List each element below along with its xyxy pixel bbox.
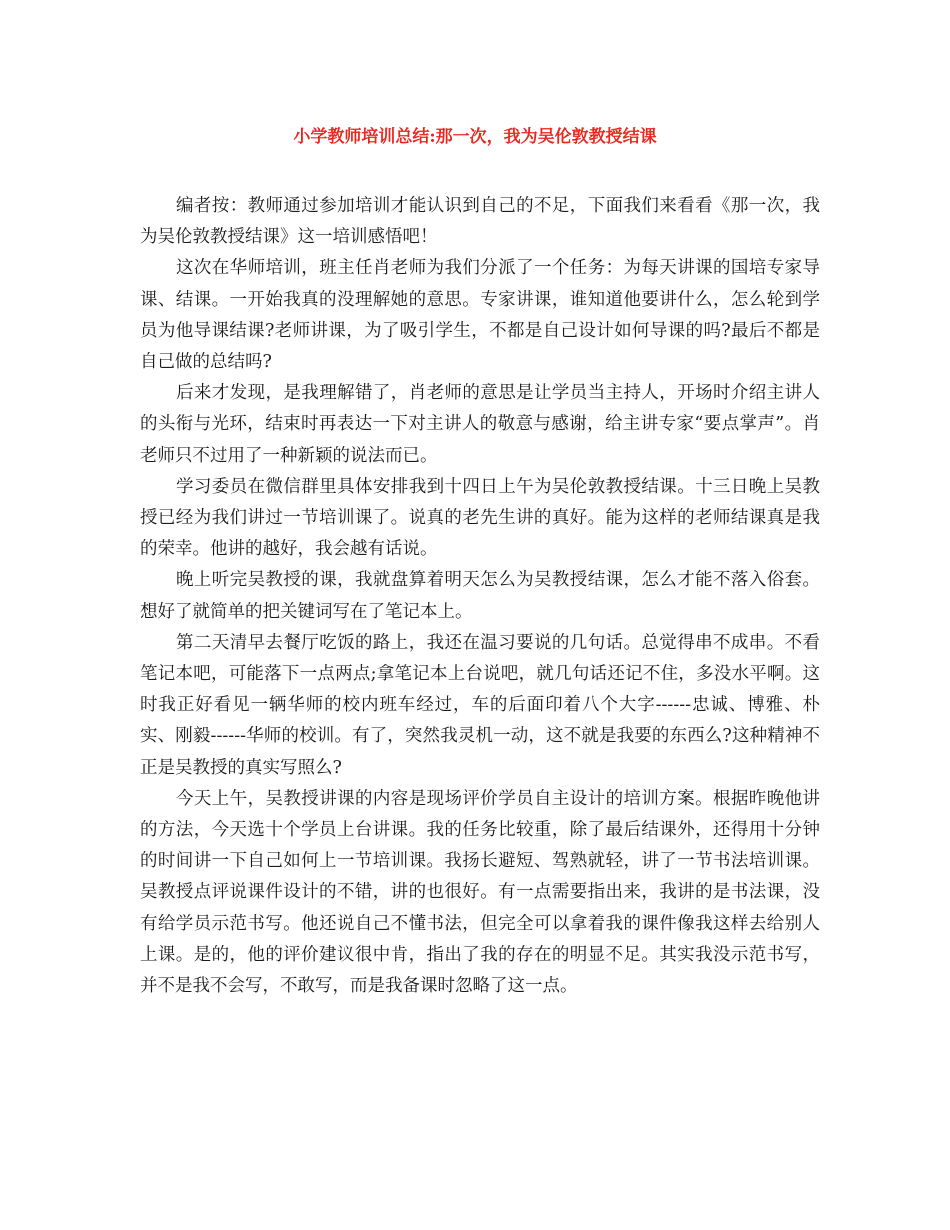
document-title: 小学教师培训总结:那一次，我为吴伦敦教授结课 [293, 127, 657, 147]
paragraph: 今天上午，吴教授讲课的内容是现场评价学员自主设计的培训方案。根据昨晚他讲的方法，今天选十个学员上台讲课。我的任务比较重，除了最后结课外，还得用十分钟的时间讲一下自己如何上一节培训课。我扬长避短、驾熟就轻，讲了一节书法培训课。吴教授点评说课件设计的不错，讲的也很好。有一点需要指出来，我讲的是书法课，没有给学员示范书写。他还说自己不懂书法，但完全可以拿着我的课件像我这样去给别人上课。是的，他的评价建议很中肯，指出了我的存在的明显不足。其实我没示范书写，并不是我不会写，不敢写，而是我备课时忽略了这一点。 [140, 788, 820, 997]
paragraph: 晚上听完吴教授的课，我就盘算着明天怎么为吴教授结课，怎么才能不落入俗套。想好了就简单的把关键词写在了笔记本上。 [140, 570, 820, 622]
paragraph: 这次在华师培训，班主任肖老师为我们分派了一个任务：为每天讲课的国培专家导课、结课。一开始我真的没理解她的意思。专家讲课，谁知道他要讲什么，怎么轮到学员为他导课结课?老师讲课，为了吸引学生，不都是自己设计如何导课的吗?最后不都是自己做的总结吗? [140, 258, 820, 373]
paragraph: 第二天清早去餐厅吃饭的路上，我还在温习要说的几句话。总觉得串不成串。不看笔记本吧，可能落下一点两点;拿笔记本上台说吧，就几句话还记不住，多没水平啊。这时我正好看见一辆华师的校内班车经过，车的后面印着八个大字------忠诚、博雅、朴实、刚毅------华师的校训。有了，突然我灵机一动，这不就是我要的东西么?这种精神不正是吴教授的真实写照么? [140, 632, 820, 778]
paragraph: 学习委员在微信群里具体安排我到十四日上午为吴伦敦教授结课。十三日晚上吴教授已经为我们讲过一节培训课了。说真的老先生讲的真好。能为这样的老师结课真是我的荣幸。他讲的越好，我会越有话说。 [140, 476, 820, 560]
paragraph: 后来才发现，是我理解错了，肖老师的意思是让学员当主持人，开场时介绍主讲人的头衔与光环，结束时再表达一下对主讲人的敬意与感谢，给主讲专家“要点掌声”。肖老师只不过用了一种新颖的说法而已。 [140, 383, 820, 466]
paragraph-editor-note: 编者按：教师通过参加培训才能认识到自己的不足，下面我们来看看《那一次，我为吴伦敦教授结课》这一培训感悟吧！ [140, 196, 820, 248]
document-body [140, 191, 820, 1002]
